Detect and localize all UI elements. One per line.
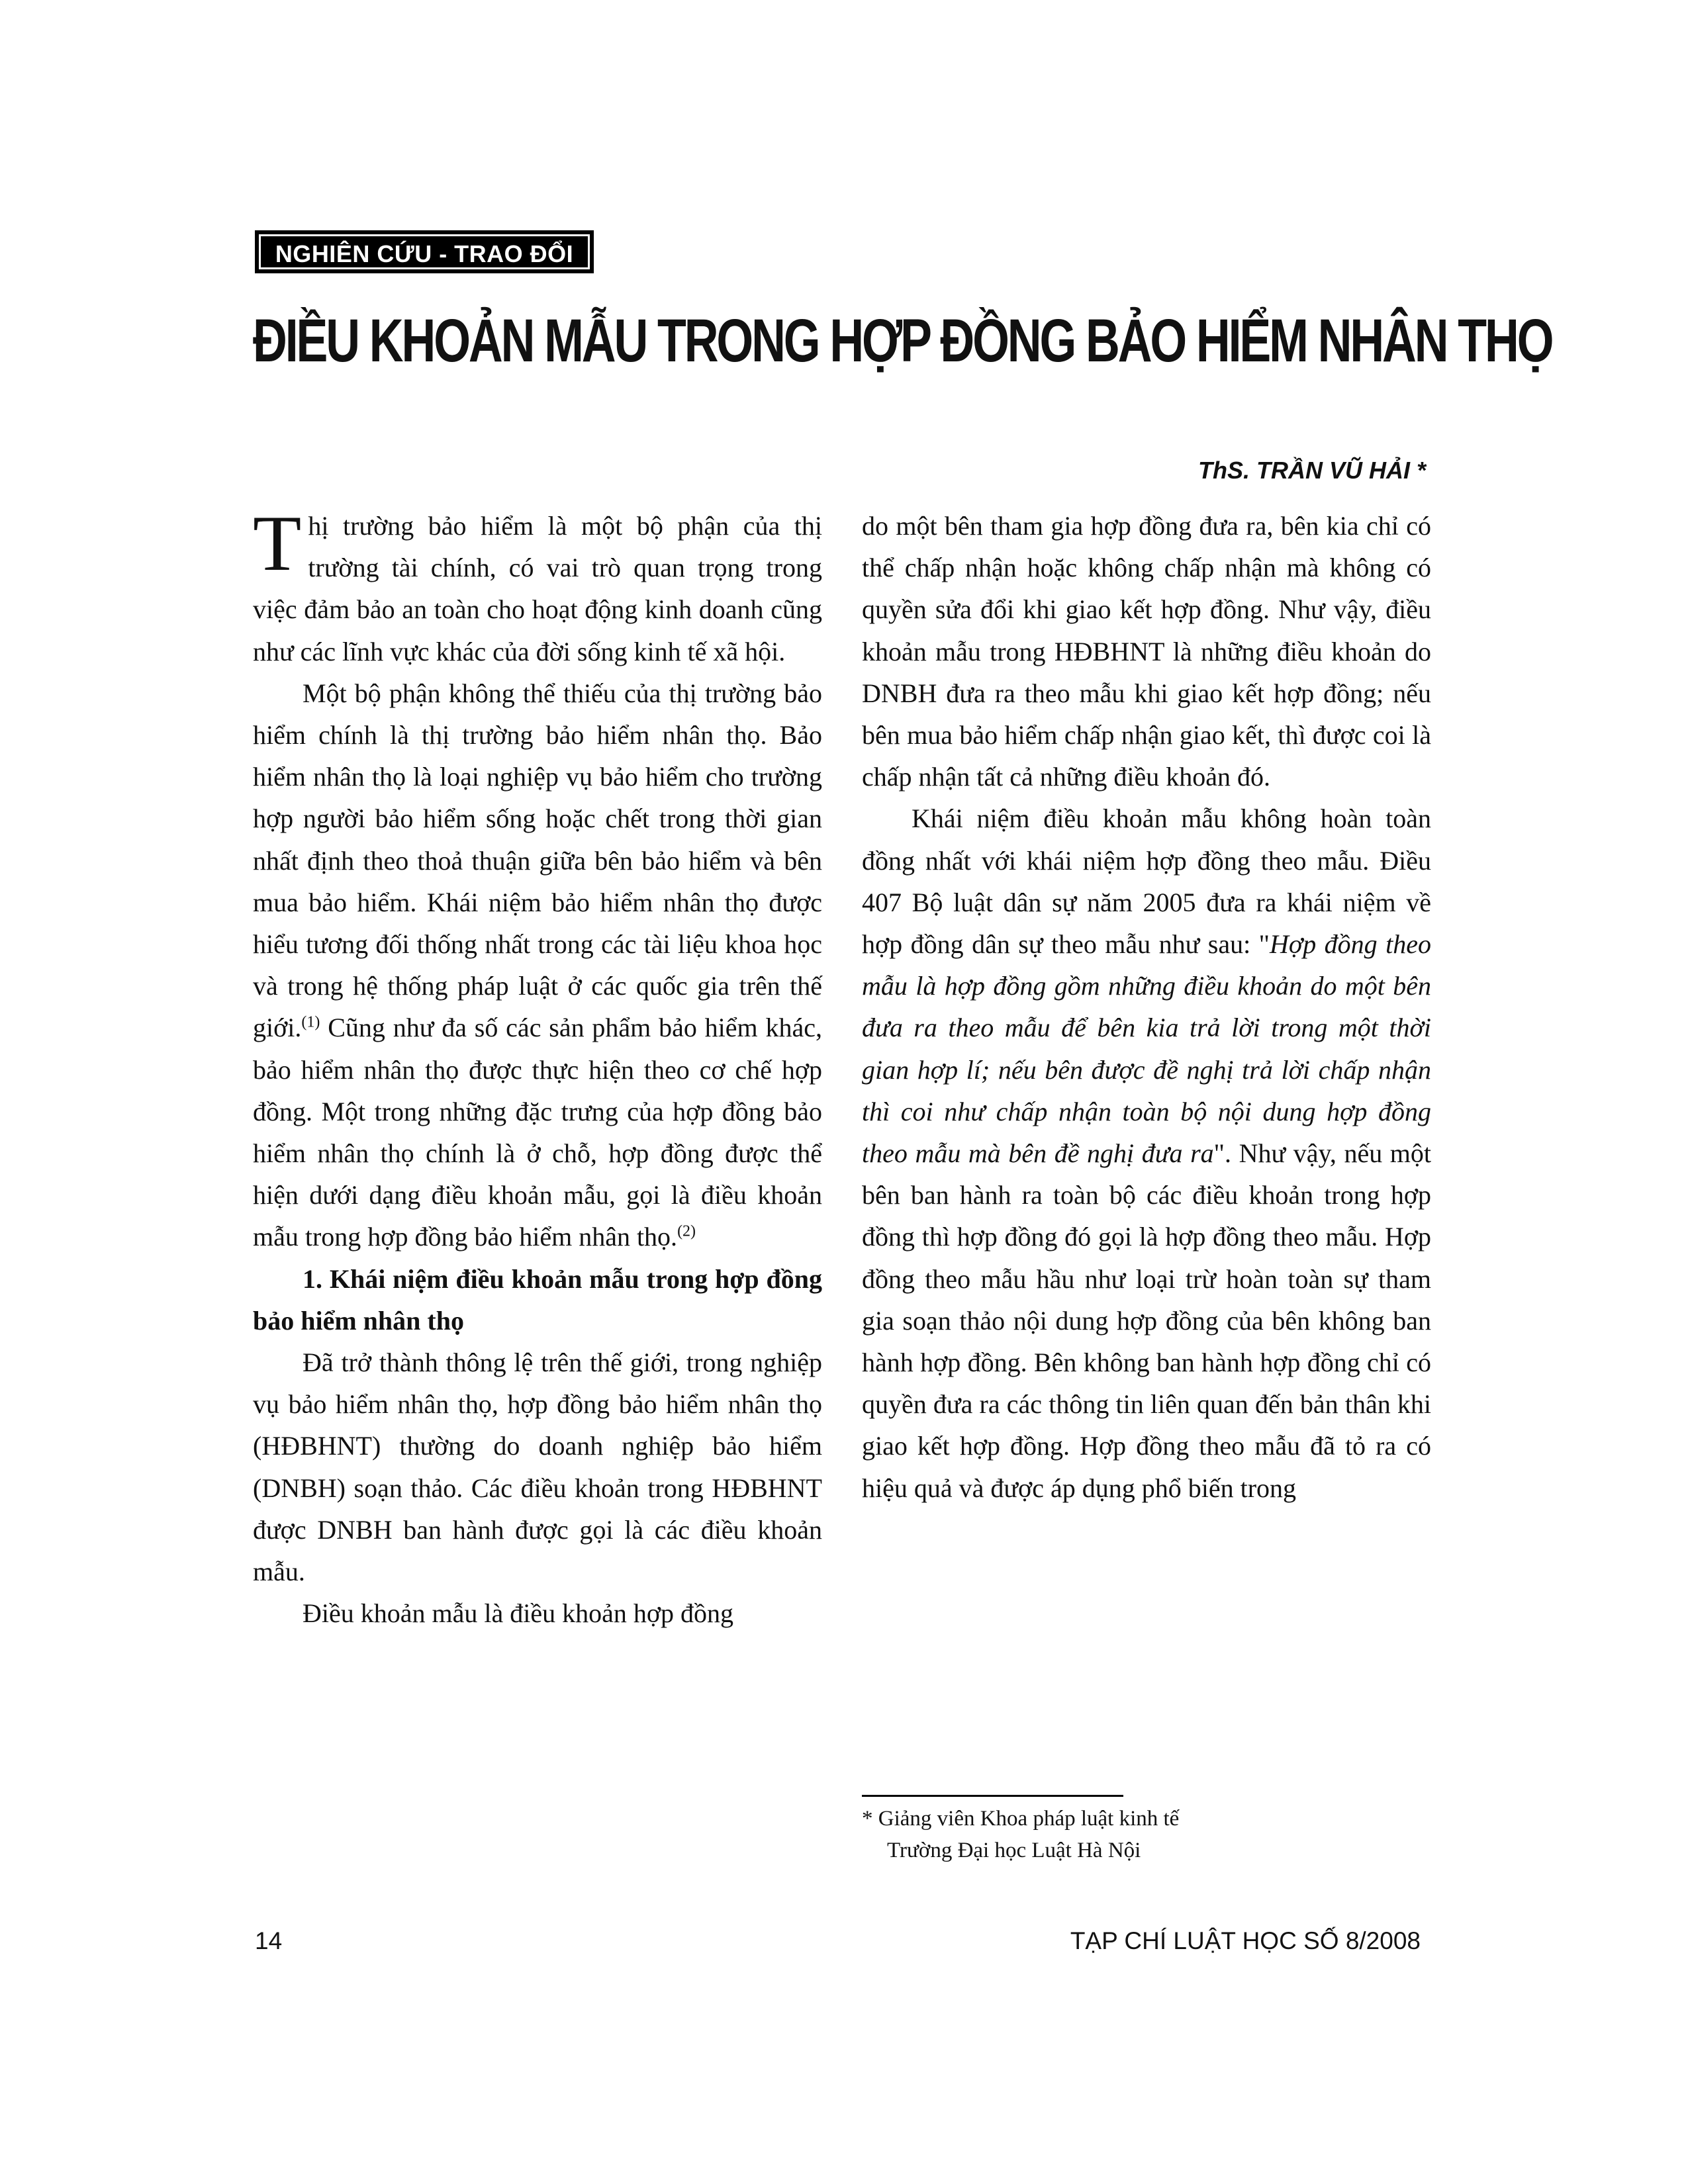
- quoted-definition: Hợp đồng theo mẫu là hợp đồng gồm những điều khoản do một bên đưa ra theo mẫu để bên kia trả lời trong một thời gian hợp lí; nếu bên được đề nghị trả lời chấp nhận thì coi như chấp nhận toàn bộ nội dung hợp đồng theo mẫu mà bên đề nghị đưa ra: [862, 929, 1431, 1169]
- section-heading: 1. Khái niệm điều khoản mẫu trong hợp đồng bảo hiểm nhân thọ: [253, 1263, 822, 1336]
- intro-paragraph: [253, 499, 822, 672]
- footnote-line: Trường Đại học Luật Hà Nội: [887, 1839, 1141, 1862]
- article-title: ĐIỀU KHOẢN MẪU TRONG HỢP ĐỒNG BẢO HIỂM NHÂN THỌ: [253, 307, 1552, 375]
- right-column: [862, 505, 1431, 1509]
- page-number: 14: [255, 1927, 283, 1954]
- footnote-line: * Giảng viên Khoa pháp luật kinh tế: [862, 1807, 1180, 1831]
- paragraph-text: Khái niệm điều khoản mẫu không hoàn toàn đồng nhất với khái niệm hợp đồng theo mẫu. Điều 407 Bộ luật dân sự năm 2005 đưa ra khái niệm về hợp đồng dân sự theo mẫu như sau: ": [862, 803, 1431, 960]
- paragraph-text: Một bộ phận không thể thiếu của thị trường bảo hiểm chính là thị trường bảo hiểm nhân thọ. Bảo hiểm nhân thọ là loại nghiệp vụ bảo hiểm cho trường hợp người bảo hiểm sống hoặc chết trong thời gian nhất định theo thoả thuận giữa bên bảo hiểm và bên mua bảo hiểm. Khái niệm bảo hiểm nhân thọ được hiểu tương đối thống nhất trong các tài liệu khoa học và trong hệ thống pháp luật ở các quốc gia trên thế giới.: [253, 678, 822, 1043]
- paragraph: do một bên tham gia hợp đồng đưa ra, bên kia chỉ có thể chấp nhận hoặc không chấp nhận mà không có quyền sửa đổi khi giao kết hợp đồng. Như vậy, điều khoản mẫu trong HĐBHNT là những điều khoản do DNBH đưa ra theo mẫu khi giao kết hợp đồng; nếu bên mua bảo hiểm chấp nhận giao kết, thì được coi là chấp nhận tất cả những điều khoản đó.: [862, 511, 1431, 792]
- paragraph: [253, 672, 822, 1258]
- footnote-ref: (1): [301, 1014, 320, 1032]
- section-tag: NGHIÊN CỨU - TRAO ĐỔI: [255, 230, 594, 273]
- drop-cap: T: [253, 499, 302, 587]
- paragraph: Đã trở thành thông lệ trên thế giới, trong nghiệp vụ bảo hiểm nhân thọ, hợp đồng bảo hiểm nhân thọ (HĐBHNT) thường do doanh nghiệp bảo hiểm (DNBH) soạn thảo. Các điều khoản trong HĐBHNT được DNBH ban hành được gọi là các điều khoản mẫu.: [253, 1347, 822, 1587]
- footnote-ref: (2): [677, 1223, 696, 1241]
- author-footnote: [862, 1803, 1325, 1866]
- author-name: ThS. TRẦN VŨ HẢI *: [1197, 457, 1426, 484]
- paragraph: Điều khoản mẫu là điều khoản hợp đồng: [303, 1598, 734, 1629]
- intro-text: hị trường bảo hiểm là một bộ phận của thị trường tài chính, có vai trò quan trọng trong việc đảm bảo an toàn cho hoạt động kinh doanh cũng như các lĩnh vực khác của đời sống kinh tế xã hội.: [253, 511, 822, 666]
- paragraph-text: Cũng như đa số các sản phẩm bảo hiểm khác, bảo hiểm nhân thọ được thực hiện theo cơ chế hợp đồng. Một trong những đặc trưng của hợp đồng bảo hiểm nhân thọ chính là ở chỗ, hợp đồng được thể hiện dưới dạng điều khoản mẫu, gọi là điều khoản mẫu trong hợp đồng bảo hiểm nhân thọ.: [253, 1013, 822, 1252]
- footnote-divider: [862, 1795, 1123, 1797]
- paragraph-text: ". Như vậy, nếu một bên ban hành ra toàn bộ các điều khoản trong hợp đồng thì hợp đồng đó gọi là hợp đồng theo mẫu. Hợp đồng theo mẫu hầu như loại trừ hoàn toàn sự tham gia soạn thảo nội dung hợp đồng của bên không ban hành hợp đồng. Bên không ban hành hợp đồng chỉ có quyền đưa ra các thông tin liên quan đến bản thân khi giao kết hợp đồng. Hợp đồng theo mẫu đã tỏ ra có hiệu quả và được áp dụng phổ biến trong: [862, 1138, 1431, 1503]
- journal-name: TẠP CHÍ LUẬT HỌC SỐ 8/2008: [1070, 1927, 1421, 1954]
- paragraph: [862, 797, 1431, 1508]
- left-column: [253, 499, 822, 1634]
